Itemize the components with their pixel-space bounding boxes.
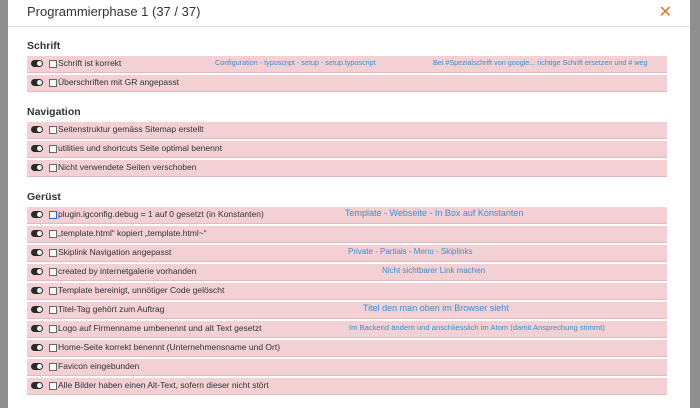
toggle-switch[interactable]	[31, 145, 43, 152]
checkbox[interactable]	[49, 382, 57, 390]
toggle-switch[interactable]	[31, 306, 43, 313]
checklist-row	[27, 321, 667, 338]
close-icon[interactable]: ✕	[658, 4, 672, 21]
checklist-row	[27, 378, 667, 395]
item-label: Schrift ist korrekt	[58, 58, 122, 68]
toggle-switch[interactable]	[31, 382, 43, 389]
toggle-switch[interactable]	[31, 211, 43, 218]
item-note: Bei #Spezialschrift von google... richtige Schrift ersetzen und # weg	[433, 58, 648, 67]
toggle-switch[interactable]	[31, 79, 43, 86]
checkbox[interactable]	[49, 145, 57, 153]
checkbox[interactable]	[49, 60, 57, 68]
checkbox[interactable]	[49, 79, 57, 87]
item-label: Titel-Tag gehört zum Auftrag	[58, 304, 165, 314]
toggle-switch[interactable]	[31, 325, 43, 332]
checkbox[interactable]	[49, 344, 57, 352]
item-label: plugin.igconfig.debug = 1 auf 0 gesetzt (in Konstanten)	[58, 209, 264, 219]
checklist-row	[27, 226, 667, 243]
checkbox[interactable]	[49, 306, 57, 314]
item-label: created by internetgalerie vorhanden	[58, 266, 197, 276]
item-note: Im Backend ändern und anschliesslich im Atom (damit Ansprechung stimmt)	[349, 323, 605, 332]
item-note: Titel den man oben im Browser sieht	[363, 303, 509, 313]
item-note: Nicht sichtbarer Link machen	[382, 266, 486, 275]
section-title-geruest: Gerüst	[27, 191, 61, 203]
item-label: Alle Bilder haben einen Alt-Text, sofern dieser nicht stört	[58, 380, 269, 390]
checklist-row	[27, 122, 667, 139]
checkbox[interactable]	[49, 249, 57, 257]
checklist-row	[27, 245, 667, 262]
checkbox[interactable]	[49, 126, 57, 134]
checklist-row	[27, 56, 667, 73]
toggle-switch[interactable]	[31, 126, 43, 133]
item-note: Template - Webseite - In Box auf Konstanten	[345, 208, 524, 218]
item-label: Nicht verwendete Seiten verschoben	[58, 162, 197, 172]
item-label: Template bereinigt, unnötiger Code gelöscht	[58, 285, 225, 295]
toggle-switch[interactable]	[31, 344, 43, 351]
toggle-switch[interactable]	[31, 268, 43, 275]
checkbox[interactable]	[49, 363, 57, 371]
item-label: Seitenstruktur gemäss Sitemap erstellt	[58, 124, 204, 134]
section-title-schrift: Schrift	[27, 40, 61, 52]
toggle-switch[interactable]	[31, 287, 43, 294]
toggle-switch[interactable]	[31, 230, 43, 237]
item-label: Skiplink Navigation angepasst	[58, 247, 172, 257]
checklist-row	[27, 264, 667, 281]
toggle-switch[interactable]	[31, 249, 43, 256]
checklist-row	[27, 302, 667, 319]
dialog-header	[8, 0, 690, 27]
item-label: Logo auf Firmenname umbenennt und alt Text gesetzt	[58, 323, 262, 333]
checkbox[interactable]	[49, 230, 57, 238]
toggle-switch[interactable]	[31, 363, 43, 370]
checklist-row	[27, 359, 667, 376]
checkbox[interactable]	[49, 325, 57, 333]
item-label: Home-Seite korrekt benennt (Unternehmensname und Ort)	[58, 342, 281, 352]
checklist-row	[27, 340, 667, 357]
checkbox[interactable]	[49, 211, 57, 219]
item-label: Überschriften mit GR angepasst	[58, 77, 179, 87]
checklist-row	[27, 160, 667, 177]
checkbox[interactable]	[49, 268, 57, 276]
toggle-switch[interactable]	[31, 60, 43, 67]
checkbox[interactable]	[49, 287, 57, 295]
item-note: Private - Partials - Menu - Skiplinks	[348, 247, 473, 256]
toggle-switch[interactable]	[31, 164, 43, 171]
checklist-row	[27, 207, 667, 224]
checklist-row	[27, 141, 667, 158]
item-label: „template.html“ kopiert „template.html~“	[58, 228, 207, 238]
checklist-dialog	[8, 0, 690, 408]
dialog-title: Programmierphase 1 (37 / 37)	[27, 4, 201, 19]
checkbox[interactable]	[49, 164, 57, 172]
item-label: utilities und shortcuts Seite optimal benennt	[58, 143, 222, 153]
checklist-row	[27, 283, 667, 300]
item-label: Favicon eingebunden	[58, 361, 140, 371]
item-note: Configuration - typoscript - setup - setup.typoscript	[215, 58, 376, 67]
checklist-row	[27, 75, 667, 92]
section-title-navigation: Navigation	[27, 106, 81, 118]
